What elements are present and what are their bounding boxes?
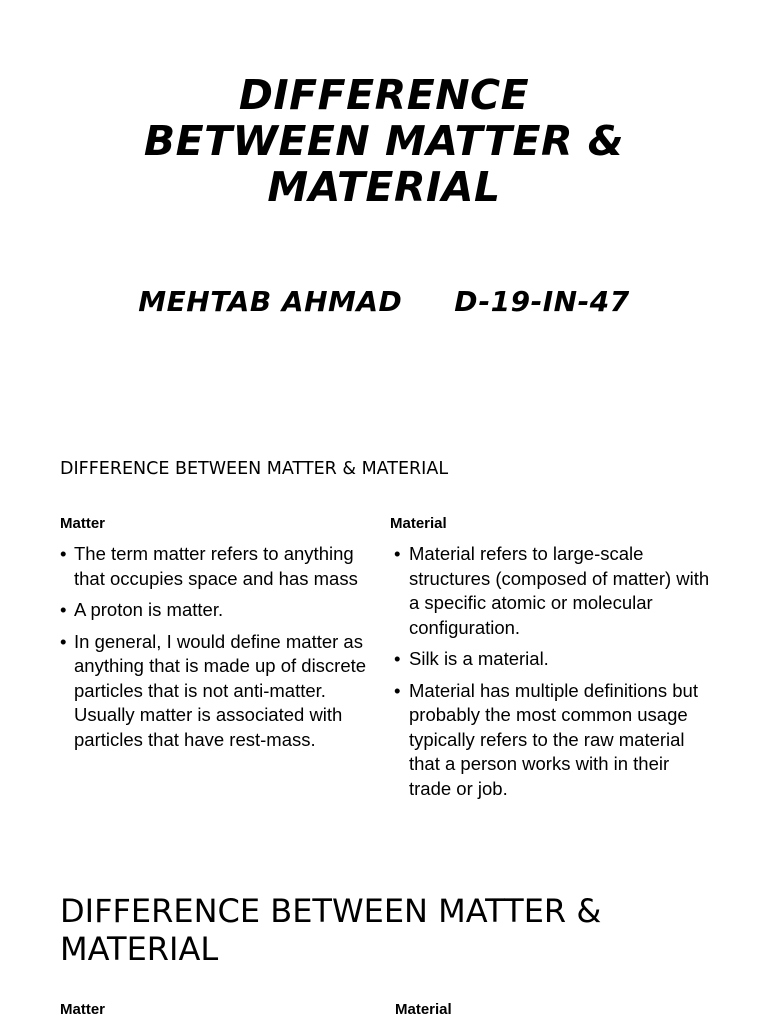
- third-matter-heading: Matter: [60, 1001, 106, 1018]
- material-column: [390, 514, 710, 808]
- bullet-icon: •: [394, 679, 401, 701]
- bullet-icon: •: [60, 630, 67, 652]
- matter-bullet-list: [60, 542, 380, 752]
- author-name: MEHTAB AHMAD: [138, 285, 403, 318]
- list-item-text: Material has multiple definitions but probably the most common usage typically refers to the raw material that a person works with in their trade or job.: [409, 679, 698, 799]
- list-item: [390, 542, 710, 640]
- bullet-icon: •: [394, 543, 401, 564]
- list-item-text: The term matter refers to anything that occupies space and has mass: [74, 543, 358, 589]
- list-item: [390, 679, 710, 802]
- material-bullet-list: [390, 542, 710, 801]
- list-item: [390, 647, 710, 672]
- list-item-text: A proton is matter.: [74, 599, 224, 620]
- main-title-line-3: MATERIAL: [267, 163, 501, 211]
- third-slide-title: DIFFERENCE BETWEEN MATTER & MATERIAL: [60, 892, 602, 968]
- list-item: [60, 542, 380, 591]
- material-heading: Material: [390, 515, 447, 532]
- list-item-text: Material refers to large-scale structures (composed of matter) with a specific atomic or molecular configuration.: [409, 543, 710, 638]
- author-line: [0, 284, 768, 320]
- comparison-title: DIFFERENCE BETWEEN MATTER & MATERIAL: [60, 459, 449, 479]
- matter-column: [60, 514, 380, 759]
- list-item-text: Silk is a material.: [409, 648, 549, 669]
- bullet-icon: •: [60, 543, 67, 564]
- title-slide: [0, 0, 768, 420]
- third-material-heading: Material: [395, 1001, 452, 1018]
- main-title-line-2: BETWEEN MATTER &: [143, 117, 625, 165]
- list-item: [60, 598, 380, 623]
- roll-number: D-19-IN-47: [454, 285, 630, 318]
- bullet-icon: •: [60, 599, 67, 620]
- bullet-icon: •: [394, 648, 401, 669]
- comparison-slide: [0, 420, 768, 840]
- main-title: [0, 72, 768, 210]
- list-item-text: In general, I would define matter as anything that is made up of discrete particles that is not anti-matter. Usually matter is associated with particles that have rest-mass.: [74, 630, 367, 750]
- main-title-line-1: DIFFERENCE: [238, 71, 530, 119]
- matter-heading: Matter: [60, 515, 106, 532]
- list-item: [60, 630, 380, 753]
- third-slide: [0, 840, 768, 1024]
